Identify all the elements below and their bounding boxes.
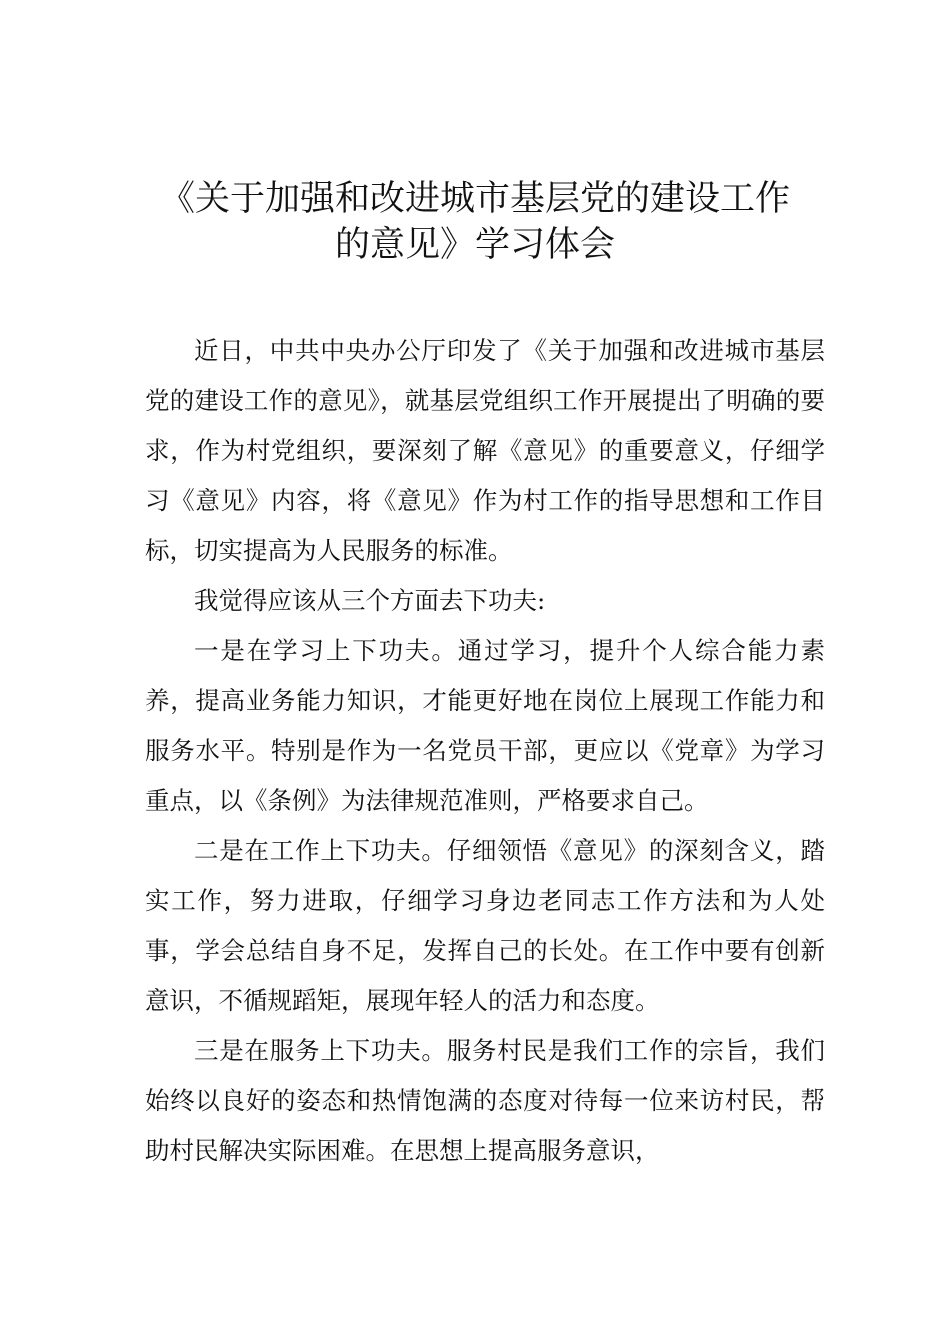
paragraph-three-aspects: 我觉得应该从三个方面去下功夫: xyxy=(194,586,546,615)
paragraph-study: 一是在学习上下功夫。通过学习，提升个人综合能力素养，提高业务能力知识，才能更好地在岗位上展现工作能力和服务水平。特别是作为一名党员干部，更应以《党章》为学习重点，以《条例》为法律规范准则，严格要求自己。 xyxy=(145,636,825,815)
paragraph-work: 二是在工作上下功夫。仔细领悟《意见》的深刻含义，踏实工作，努力进取，仔细学习身边老同志工作方法和为人处事，学会总结自身不足，发挥自己的长处。在工作中要有创新意识，不循规蹈矩，展现年轻人的活力和态度。 xyxy=(145,836,825,1015)
paragraph-service: 三是在服务上下功夫。服务村民是我们工作的宗旨，我们始终以良好的姿态和热情饱满的态度对待每一位来访村民，帮助村民解决实际困难。在思想上提高服务意识， xyxy=(145,1036,825,1165)
document-title-line-1: 《关于加强和改进城市基层党的建设工作 xyxy=(159,179,790,219)
document-title-line-2: 的意见》学习体会 xyxy=(334,225,615,265)
document-body xyxy=(145,326,825,1176)
paragraph-intro: 近日，中共中央办公厅印发了《关于加强和改进城市基层党的建设工作的意见》，就基层党组织工作开展提出了明确的要求，作为村党组织，要深刻了解《意见》的重要意义，仔细学习《意见》内容，将《意见》作为村工作的指导思想和工作目标，切实提高为人民服务的标准。 xyxy=(145,336,825,565)
